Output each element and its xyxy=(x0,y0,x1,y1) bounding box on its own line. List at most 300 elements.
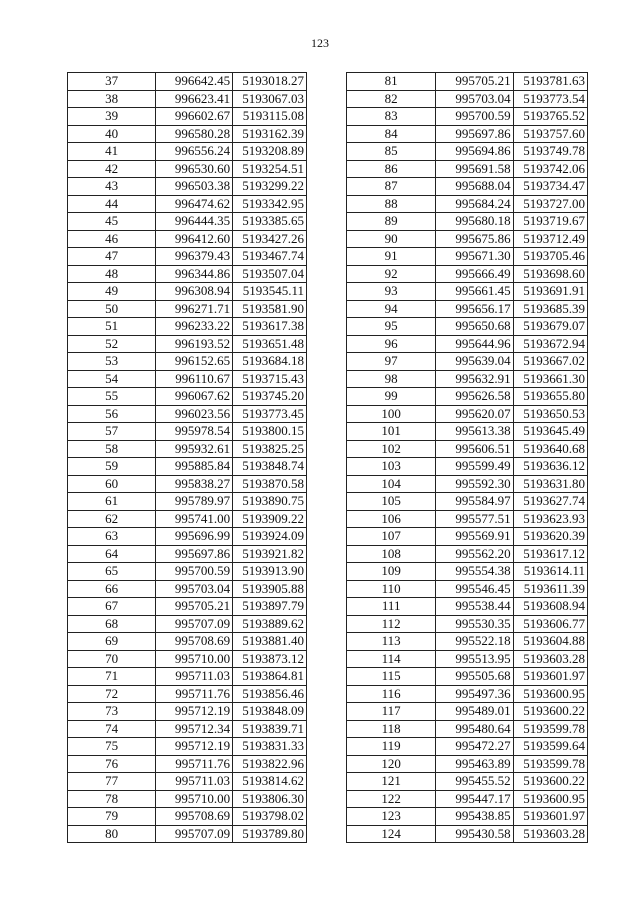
point-number: 62 xyxy=(68,510,156,528)
x-coordinate: 996023.56 xyxy=(156,405,233,423)
table-row xyxy=(347,73,588,91)
y-coordinate: 5193507.04 xyxy=(233,265,307,283)
table-row xyxy=(347,160,588,178)
x-coordinate: 995712.34 xyxy=(156,720,233,738)
table-row xyxy=(68,370,307,388)
point-number: 66 xyxy=(68,580,156,598)
y-coordinate: 5193800.15 xyxy=(233,423,307,441)
point-number: 101 xyxy=(347,423,436,441)
point-number: 37 xyxy=(68,73,156,91)
x-coordinate: 995696.99 xyxy=(156,528,233,546)
y-coordinate: 5193831.33 xyxy=(233,738,307,756)
point-number: 83 xyxy=(347,108,436,126)
point-number: 84 xyxy=(347,125,436,143)
point-number: 61 xyxy=(68,493,156,511)
table-row xyxy=(68,808,307,826)
point-number: 117 xyxy=(347,703,436,721)
table-row xyxy=(68,703,307,721)
coordinates-table-left-body xyxy=(68,73,307,843)
table-row xyxy=(68,178,307,196)
y-coordinate: 5193603.28 xyxy=(513,650,587,668)
point-number: 105 xyxy=(347,493,436,511)
table-row xyxy=(68,738,307,756)
x-coordinate: 995530.35 xyxy=(436,615,513,633)
x-coordinate: 995711.76 xyxy=(156,685,233,703)
table-row xyxy=(347,493,588,511)
x-coordinate: 995472.27 xyxy=(436,738,513,756)
x-coordinate: 995712.19 xyxy=(156,738,233,756)
point-number: 93 xyxy=(347,283,436,301)
x-coordinate: 995489.01 xyxy=(436,703,513,721)
x-coordinate: 995656.17 xyxy=(436,300,513,318)
table-row xyxy=(347,178,588,196)
y-coordinate: 5193773.54 xyxy=(513,90,587,108)
x-coordinate: 995697.86 xyxy=(156,545,233,563)
point-number: 68 xyxy=(68,615,156,633)
point-number: 90 xyxy=(347,230,436,248)
point-number: 95 xyxy=(347,318,436,336)
x-coordinate: 995447.17 xyxy=(436,790,513,808)
x-coordinate: 995606.51 xyxy=(436,440,513,458)
x-coordinate: 996379.43 xyxy=(156,248,233,266)
x-coordinate: 996152.65 xyxy=(156,353,233,371)
table-row xyxy=(347,825,588,843)
point-number: 52 xyxy=(68,335,156,353)
table-row xyxy=(68,493,307,511)
table-row xyxy=(347,685,588,703)
point-number: 43 xyxy=(68,178,156,196)
table-row xyxy=(68,283,307,301)
x-coordinate: 995513.95 xyxy=(436,650,513,668)
y-coordinate: 5193581.90 xyxy=(233,300,307,318)
x-coordinate: 995569.91 xyxy=(436,528,513,546)
y-coordinate: 5193712.49 xyxy=(513,230,587,248)
y-coordinate: 5193611.39 xyxy=(513,580,587,598)
point-number: 85 xyxy=(347,143,436,161)
x-coordinate: 995644.96 xyxy=(436,335,513,353)
point-number: 40 xyxy=(68,125,156,143)
point-number: 91 xyxy=(347,248,436,266)
x-coordinate: 995705.21 xyxy=(156,598,233,616)
table-row xyxy=(68,248,307,266)
table-row xyxy=(68,160,307,178)
x-coordinate: 995666.49 xyxy=(436,265,513,283)
x-coordinate: 995697.86 xyxy=(436,125,513,143)
x-coordinate: 995661.45 xyxy=(436,283,513,301)
x-coordinate: 995562.20 xyxy=(436,545,513,563)
y-coordinate: 5193890.75 xyxy=(233,493,307,511)
table-row xyxy=(347,510,588,528)
y-coordinate: 5193765.52 xyxy=(513,108,587,126)
table-row xyxy=(68,335,307,353)
x-coordinate: 995885.84 xyxy=(156,458,233,476)
y-coordinate: 5193806.30 xyxy=(233,790,307,808)
table-row xyxy=(68,423,307,441)
y-coordinate: 5193667.02 xyxy=(513,353,587,371)
point-number: 94 xyxy=(347,300,436,318)
table-row xyxy=(68,388,307,406)
x-coordinate: 995675.86 xyxy=(436,230,513,248)
x-coordinate: 995430.58 xyxy=(436,825,513,843)
x-coordinate: 995707.09 xyxy=(156,825,233,843)
point-number: 78 xyxy=(68,790,156,808)
table-row xyxy=(68,195,307,213)
x-coordinate: 996503.38 xyxy=(156,178,233,196)
x-coordinate: 996642.45 xyxy=(156,73,233,91)
table-row xyxy=(68,475,307,493)
x-coordinate: 995546.45 xyxy=(436,580,513,598)
y-coordinate: 5193781.63 xyxy=(513,73,587,91)
table-row xyxy=(68,510,307,528)
point-number: 51 xyxy=(68,318,156,336)
table-row xyxy=(347,755,588,773)
x-coordinate: 995711.76 xyxy=(156,755,233,773)
point-number: 81 xyxy=(347,73,436,91)
point-number: 54 xyxy=(68,370,156,388)
point-number: 41 xyxy=(68,143,156,161)
x-coordinate: 995691.58 xyxy=(436,160,513,178)
x-coordinate: 995538.44 xyxy=(436,598,513,616)
x-coordinate: 995497.36 xyxy=(436,685,513,703)
point-number: 71 xyxy=(68,668,156,686)
point-number: 56 xyxy=(68,405,156,423)
table-row xyxy=(347,195,588,213)
x-coordinate: 995700.59 xyxy=(436,108,513,126)
y-coordinate: 5193757.60 xyxy=(513,125,587,143)
point-number: 115 xyxy=(347,668,436,686)
point-number: 99 xyxy=(347,388,436,406)
point-number: 103 xyxy=(347,458,436,476)
point-number: 57 xyxy=(68,423,156,441)
x-coordinate: 996110.67 xyxy=(156,370,233,388)
coordinates-table-left xyxy=(67,72,307,843)
point-number: 102 xyxy=(347,440,436,458)
table-row xyxy=(68,563,307,581)
point-number: 88 xyxy=(347,195,436,213)
y-coordinate: 5193115.08 xyxy=(233,108,307,126)
table-row xyxy=(347,580,588,598)
x-coordinate: 995703.04 xyxy=(436,90,513,108)
point-number: 87 xyxy=(347,178,436,196)
y-coordinate: 5193715.43 xyxy=(233,370,307,388)
table-row xyxy=(347,458,588,476)
y-coordinate: 5193873.12 xyxy=(233,650,307,668)
y-coordinate: 5193067.03 xyxy=(233,90,307,108)
x-coordinate: 995650.68 xyxy=(436,318,513,336)
y-coordinate: 5193545.11 xyxy=(233,283,307,301)
point-number: 64 xyxy=(68,545,156,563)
table-row xyxy=(68,790,307,808)
table-row xyxy=(347,143,588,161)
x-coordinate: 996556.24 xyxy=(156,143,233,161)
point-number: 116 xyxy=(347,685,436,703)
y-coordinate: 5193620.39 xyxy=(513,528,587,546)
table-row xyxy=(68,353,307,371)
x-coordinate: 995680.18 xyxy=(436,213,513,231)
y-coordinate: 5193342.95 xyxy=(233,195,307,213)
point-number: 38 xyxy=(68,90,156,108)
y-coordinate: 5193924.09 xyxy=(233,528,307,546)
x-coordinate: 996580.28 xyxy=(156,125,233,143)
y-coordinate: 5193789.80 xyxy=(233,825,307,843)
point-number: 113 xyxy=(347,633,436,651)
y-coordinate: 5193385.65 xyxy=(233,213,307,231)
y-coordinate: 5193631.80 xyxy=(513,475,587,493)
y-coordinate: 5193427.26 xyxy=(233,230,307,248)
y-coordinate: 5193608.94 xyxy=(513,598,587,616)
table-row xyxy=(347,423,588,441)
point-number: 59 xyxy=(68,458,156,476)
table-row xyxy=(347,545,588,563)
table-row xyxy=(347,248,588,266)
point-number: 67 xyxy=(68,598,156,616)
point-number: 124 xyxy=(347,825,436,843)
table-row xyxy=(68,598,307,616)
y-coordinate: 5193254.51 xyxy=(233,160,307,178)
y-coordinate: 5193614.11 xyxy=(513,563,587,581)
x-coordinate: 995455.52 xyxy=(436,773,513,791)
table-row xyxy=(68,773,307,791)
point-number: 114 xyxy=(347,650,436,668)
y-coordinate: 5193617.38 xyxy=(233,318,307,336)
y-coordinate: 5193705.46 xyxy=(513,248,587,266)
table-row xyxy=(347,125,588,143)
point-number: 47 xyxy=(68,248,156,266)
x-coordinate: 995705.21 xyxy=(436,73,513,91)
table-row xyxy=(347,300,588,318)
y-coordinate: 5193864.81 xyxy=(233,668,307,686)
point-number: 92 xyxy=(347,265,436,283)
y-coordinate: 5193856.46 xyxy=(233,685,307,703)
y-coordinate: 5193881.40 xyxy=(233,633,307,651)
point-number: 100 xyxy=(347,405,436,423)
table-row xyxy=(347,528,588,546)
x-coordinate: 995712.19 xyxy=(156,703,233,721)
point-number: 80 xyxy=(68,825,156,843)
x-coordinate: 995592.30 xyxy=(436,475,513,493)
x-coordinate: 995741.00 xyxy=(156,510,233,528)
y-coordinate: 5193645.49 xyxy=(513,423,587,441)
y-coordinate: 5193798.02 xyxy=(233,808,307,826)
x-coordinate: 996444.35 xyxy=(156,213,233,231)
x-coordinate: 996602.67 xyxy=(156,108,233,126)
point-number: 121 xyxy=(347,773,436,791)
y-coordinate: 5193640.68 xyxy=(513,440,587,458)
point-number: 109 xyxy=(347,563,436,581)
x-coordinate: 995710.00 xyxy=(156,790,233,808)
y-coordinate: 5193749.78 xyxy=(513,143,587,161)
x-coordinate: 995703.04 xyxy=(156,580,233,598)
x-coordinate: 995505.68 xyxy=(436,668,513,686)
y-coordinate: 5193773.45 xyxy=(233,405,307,423)
point-number: 118 xyxy=(347,720,436,738)
x-coordinate: 995639.04 xyxy=(436,353,513,371)
table-row xyxy=(68,143,307,161)
table-row xyxy=(347,405,588,423)
x-coordinate: 996344.86 xyxy=(156,265,233,283)
table-row xyxy=(68,720,307,738)
table-row xyxy=(347,440,588,458)
point-number: 107 xyxy=(347,528,436,546)
table-row xyxy=(347,370,588,388)
table-row xyxy=(68,528,307,546)
x-coordinate: 995577.51 xyxy=(436,510,513,528)
table-row xyxy=(347,720,588,738)
y-coordinate: 5193913.90 xyxy=(233,563,307,581)
coordinates-table-right xyxy=(346,72,588,843)
table-row xyxy=(68,755,307,773)
x-coordinate: 995599.49 xyxy=(436,458,513,476)
y-coordinate: 5193684.18 xyxy=(233,353,307,371)
y-coordinate: 5193604.88 xyxy=(513,633,587,651)
table-row xyxy=(68,825,307,843)
point-number: 96 xyxy=(347,335,436,353)
y-coordinate: 5193617.12 xyxy=(513,545,587,563)
table-row xyxy=(68,318,307,336)
table-row xyxy=(347,615,588,633)
y-coordinate: 5193467.74 xyxy=(233,248,307,266)
table-row xyxy=(347,230,588,248)
point-number: 76 xyxy=(68,755,156,773)
x-coordinate: 996530.60 xyxy=(156,160,233,178)
y-coordinate: 5193162.39 xyxy=(233,125,307,143)
point-number: 108 xyxy=(347,545,436,563)
x-coordinate: 996412.60 xyxy=(156,230,233,248)
x-coordinate: 995554.38 xyxy=(436,563,513,581)
point-number: 74 xyxy=(68,720,156,738)
y-coordinate: 5193606.77 xyxy=(513,615,587,633)
point-number: 69 xyxy=(68,633,156,651)
table-row xyxy=(347,598,588,616)
page-number: 123 xyxy=(311,36,329,50)
table-row xyxy=(347,738,588,756)
x-coordinate: 995613.38 xyxy=(436,423,513,441)
point-number: 122 xyxy=(347,790,436,808)
y-coordinate: 5193685.39 xyxy=(513,300,587,318)
y-coordinate: 5193814.62 xyxy=(233,773,307,791)
y-coordinate: 5193745.20 xyxy=(233,388,307,406)
point-number: 97 xyxy=(347,353,436,371)
table-row xyxy=(347,703,588,721)
point-number: 44 xyxy=(68,195,156,213)
y-coordinate: 5193921.82 xyxy=(233,545,307,563)
table-row xyxy=(68,545,307,563)
point-number: 72 xyxy=(68,685,156,703)
y-coordinate: 5193603.28 xyxy=(513,825,587,843)
y-coordinate: 5193299.22 xyxy=(233,178,307,196)
x-coordinate: 995671.30 xyxy=(436,248,513,266)
point-number: 39 xyxy=(68,108,156,126)
table-row xyxy=(68,230,307,248)
y-coordinate: 5193848.74 xyxy=(233,458,307,476)
x-coordinate: 995626.58 xyxy=(436,388,513,406)
x-coordinate: 995463.89 xyxy=(436,755,513,773)
y-coordinate: 5193651.48 xyxy=(233,335,307,353)
point-number: 65 xyxy=(68,563,156,581)
table-row xyxy=(347,265,588,283)
x-coordinate: 995711.03 xyxy=(156,773,233,791)
table-row xyxy=(68,440,307,458)
x-coordinate: 996193.52 xyxy=(156,335,233,353)
table-row xyxy=(68,125,307,143)
x-coordinate: 995632.91 xyxy=(436,370,513,388)
y-coordinate: 5193661.30 xyxy=(513,370,587,388)
y-coordinate: 5193599.64 xyxy=(513,738,587,756)
point-number: 112 xyxy=(347,615,436,633)
y-coordinate: 5193909.22 xyxy=(233,510,307,528)
table-row xyxy=(347,808,588,826)
y-coordinate: 5193600.22 xyxy=(513,703,587,721)
x-coordinate: 996067.62 xyxy=(156,388,233,406)
x-coordinate: 995708.69 xyxy=(156,808,233,826)
point-number: 50 xyxy=(68,300,156,318)
x-coordinate: 995688.04 xyxy=(436,178,513,196)
table-row xyxy=(347,650,588,668)
point-number: 49 xyxy=(68,283,156,301)
x-coordinate: 995978.54 xyxy=(156,423,233,441)
table-row xyxy=(68,73,307,91)
point-number: 42 xyxy=(68,160,156,178)
y-coordinate: 5193742.06 xyxy=(513,160,587,178)
point-number: 106 xyxy=(347,510,436,528)
x-coordinate: 995620.07 xyxy=(436,405,513,423)
table-row xyxy=(68,265,307,283)
y-coordinate: 5193600.22 xyxy=(513,773,587,791)
table-row xyxy=(347,773,588,791)
point-number: 46 xyxy=(68,230,156,248)
x-coordinate: 995700.59 xyxy=(156,563,233,581)
point-number: 79 xyxy=(68,808,156,826)
y-coordinate: 5193655.80 xyxy=(513,388,587,406)
y-coordinate: 5193727.00 xyxy=(513,195,587,213)
y-coordinate: 5193839.71 xyxy=(233,720,307,738)
x-coordinate: 995694.86 xyxy=(436,143,513,161)
y-coordinate: 5193679.07 xyxy=(513,318,587,336)
x-coordinate: 995932.61 xyxy=(156,440,233,458)
y-coordinate: 5193734.47 xyxy=(513,178,587,196)
point-number: 55 xyxy=(68,388,156,406)
x-coordinate: 995838.27 xyxy=(156,475,233,493)
point-number: 89 xyxy=(347,213,436,231)
y-coordinate: 5193600.95 xyxy=(513,685,587,703)
y-coordinate: 5193698.60 xyxy=(513,265,587,283)
y-coordinate: 5193822.96 xyxy=(233,755,307,773)
table-row xyxy=(347,213,588,231)
y-coordinate: 5193825.25 xyxy=(233,440,307,458)
point-number: 70 xyxy=(68,650,156,668)
y-coordinate: 5193601.97 xyxy=(513,668,587,686)
point-number: 82 xyxy=(347,90,436,108)
y-coordinate: 5193870.58 xyxy=(233,475,307,493)
y-coordinate: 5193897.79 xyxy=(233,598,307,616)
y-coordinate: 5193208.89 xyxy=(233,143,307,161)
y-coordinate: 5193650.53 xyxy=(513,405,587,423)
point-number: 48 xyxy=(68,265,156,283)
x-coordinate: 995708.69 xyxy=(156,633,233,651)
table-row xyxy=(68,580,307,598)
table-row xyxy=(68,405,307,423)
coordinates-table-right-body xyxy=(347,73,588,843)
point-number: 123 xyxy=(347,808,436,826)
point-number: 98 xyxy=(347,370,436,388)
table-row xyxy=(68,633,307,651)
x-coordinate: 996308.94 xyxy=(156,283,233,301)
x-coordinate: 995522.18 xyxy=(436,633,513,651)
x-coordinate: 995789.97 xyxy=(156,493,233,511)
table-row xyxy=(347,563,588,581)
table-row xyxy=(347,790,588,808)
x-coordinate: 996623.41 xyxy=(156,90,233,108)
